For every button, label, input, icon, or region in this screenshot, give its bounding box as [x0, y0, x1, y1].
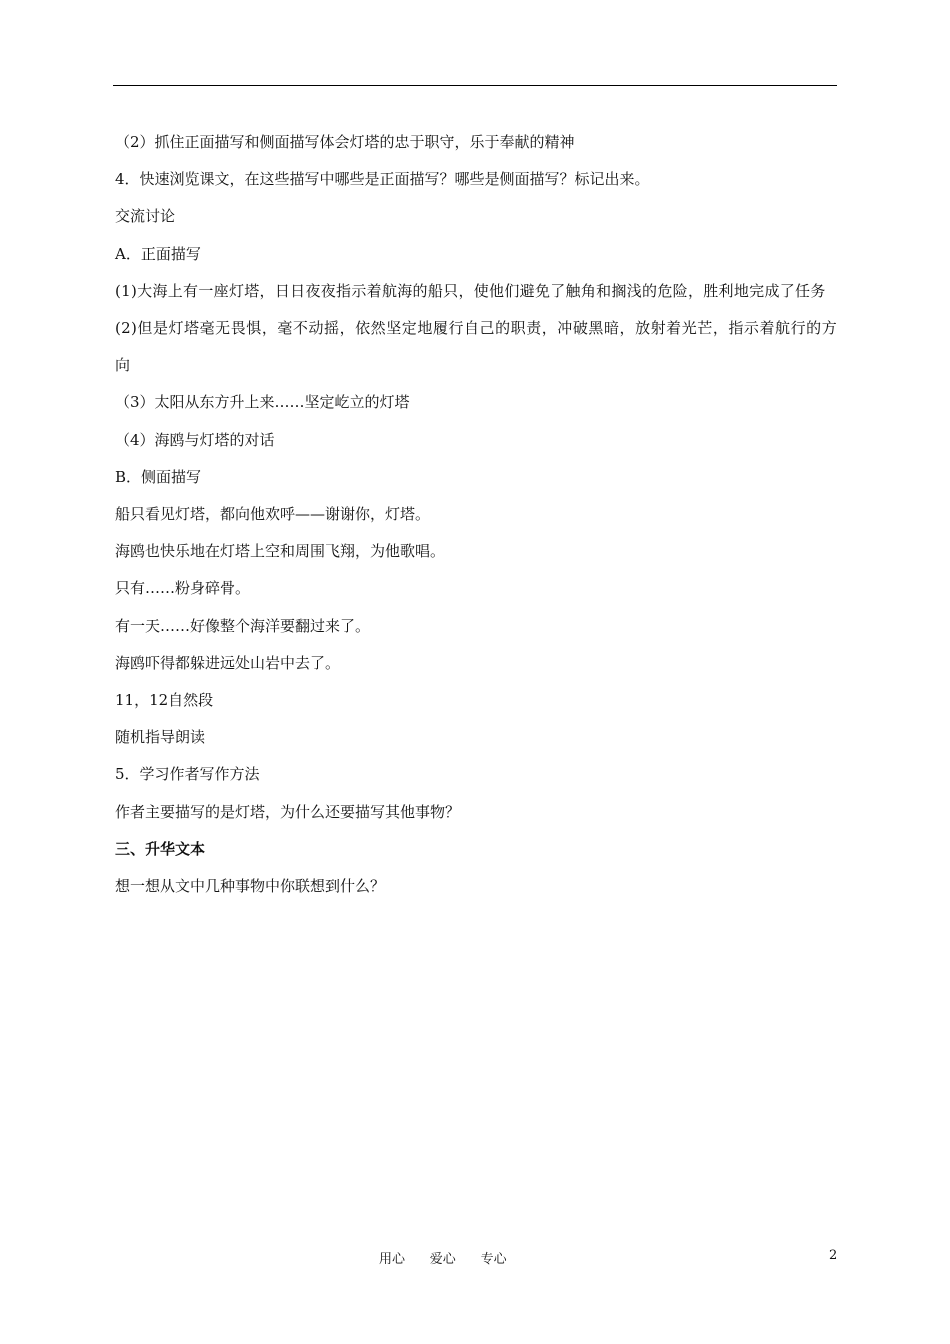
footer-motto: 用心 爱心 专心 [379, 1252, 507, 1267]
section-heading: 三、升华文本 [115, 839, 206, 858]
text-line: 5．学习作者写作方法 [115, 765, 260, 784]
page-number: 2 [829, 1248, 838, 1263]
text-line: 随机指导朗读 [115, 728, 206, 747]
text-line: 海鸥吓得都躲进远处山岩中去了。 [115, 653, 341, 672]
text-paragraph: (2)但是灯塔毫无畏惧，毫不动摇，依然坚定地履行自己的职责，冲破黑暗，放射着光芒，指示着航行的方向 [115, 319, 837, 375]
text-line: 4．快速浏览课文，在这些描写中哪些是正面描写？哪些是侧面描写？标记出来。 [115, 170, 650, 189]
page-footer [0, 1248, 950, 1268]
text-paragraph: (1)大海上有一座灯塔，日日夜夜指示着航海的船只，使他们避免了触角和搁浅的危险，胜利地完成了任务 [115, 281, 826, 300]
text-line: （4）海鸥与灯塔的对话 [115, 430, 275, 449]
text-line: A．正面描写 [115, 244, 201, 263]
text-line: 船只看见灯塔，都向他欢呼——谢谢你，灯塔。 [115, 505, 431, 524]
text-line: 交流讨论 [115, 207, 176, 226]
text-line: 想一想从文中几种事物中你联想到什么？ [115, 877, 386, 896]
text-line: 只有……粉身碎骨。 [115, 579, 251, 598]
text-line: 11，12自然段 [115, 691, 214, 710]
text-line: （2）抓住正面描写和侧面描写体会灯塔的忠于职守，乐于奉献的精神 [115, 133, 575, 151]
text-line: 作者主要描写的是灯塔，为什么还要描写其他事物？ [115, 802, 461, 821]
header-rule [113, 85, 837, 86]
text-line: （3）太阳从东方升上来……坚定屹立的灯塔 [115, 393, 410, 412]
document-body [115, 124, 837, 905]
text-line: B．侧面描写 [115, 467, 202, 486]
text-line: 海鸥也快乐地在灯塔上空和周围飞翔，为他歌唱。 [115, 542, 446, 561]
text-line: 有一天……好像整个海洋要翻过来了。 [115, 616, 371, 635]
